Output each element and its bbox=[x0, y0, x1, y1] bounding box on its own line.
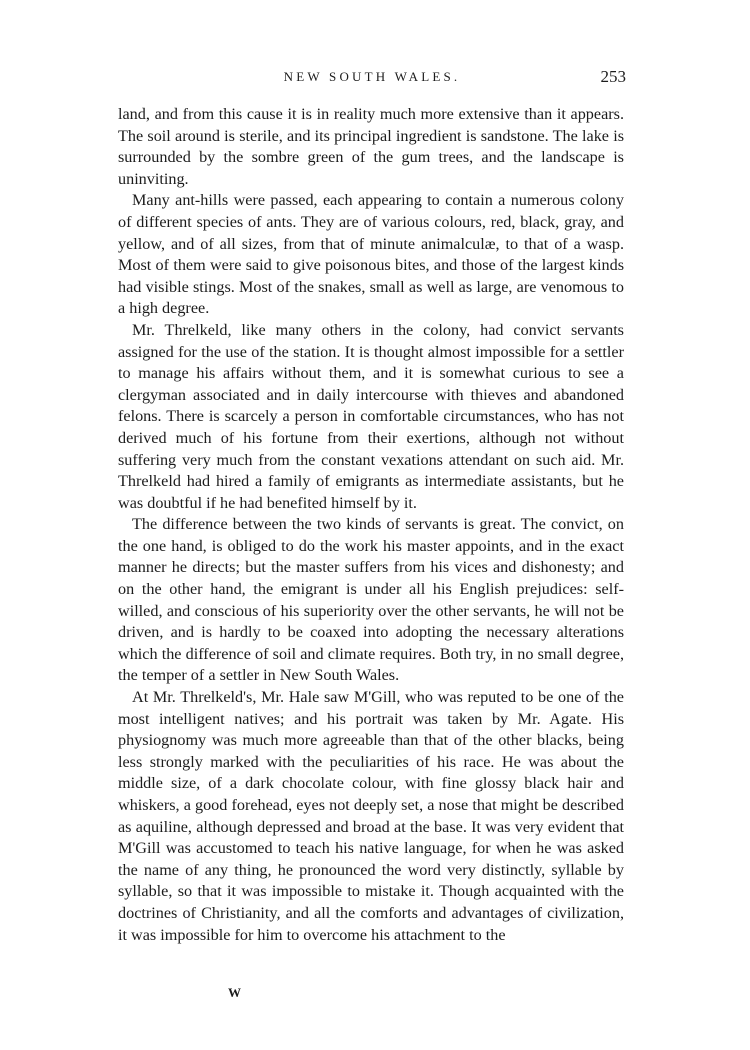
signature-mark: W bbox=[228, 985, 242, 1000]
paragraph-continuation: land, and from this cause it is in reality much more extensive than it appears. The soil around is sterile, and its principal ingredient is sandstone. The lake is surrounded by the sombre green of the gum trees, and the landscape is uninviting. bbox=[118, 105, 624, 188]
running-title: NEW SOUTH WALES. bbox=[283, 69, 461, 84]
paragraph-ant-hills: Many ant-hills were passed, each appearing to contain a numerous colony of different species of ants. They are of various colours, red, black, gray, and yellow, and of all sizes, from that of minute animalculæ, to that of a wasp. Most of them were said to give poisonous bites, and those of the largest kinds had visible stings. Most of the snakes, small as well as large, are venomous to a high degree. bbox=[118, 191, 624, 318]
body-text bbox=[118, 104, 624, 946]
paragraph-servant-difference: The difference between the two kinds of servants is great. The convict, on the one hand, is obliged to do the work his master appoints, and in the exact manner he directs; but the master suffers from his vices and dishonesty; and on the other hand, the emigrant is under all his English prejudices: self-willed, and conscious of his superiority over the other servants, he will not be driven, and is hardly to be coaxed into adopting the necessary alterations which the difference of soil and climate requires. Both try, in no small degree, the temper of a settler in New South Wales. bbox=[118, 515, 624, 685]
running-head bbox=[118, 66, 626, 88]
paragraph-convict-servants: Mr. Threlkeld, like many others in the colony, had convict servants assigned for the use of the station. It is thought almost impossible for a settler to manage his affairs without them, and it is somewhat curious to see a clergyman associated and in daily intercourse with thieves and abandoned felons. There is scarcely a person in comfortable circumstances, who has not derived much of his fortune from their exertions, although not without suffering very much from the constant vexations attendant on such aid. Mr. Threlkeld had hired a family of emigrants as intermediate assistants, but he was doubtful if he had benefited himself by it. bbox=[118, 320, 624, 512]
paragraph-mgill: At Mr. Threlkeld's, Mr. Hale saw M'Gill, who was reputed to be one of the most intelligent natives; and his portrait was taken by Mr. Agate. His physiognomy was much more agreeable than that of the other blacks, being less strongly marked with the peculiarities of his race. He was about the middle size, of a dark chocolate colour, with fine glossy black hair and whiskers, a good forehead, eyes not deeply set, a nose that might be described as aquiline, although depressed and broad at the base. It was very evident that M'Gill was accustomed to teach his native language, for when he was asked the name of any thing, he pronounced the word very distinctly, syllable by syllable, so that it was impossible to mistake it. Though acquainted with the doctrines of Christianity, and all the comforts and advantages of civilization, it was impossible for him to overcome his attachment to the bbox=[118, 688, 624, 944]
page-number: 253 bbox=[600, 67, 626, 86]
